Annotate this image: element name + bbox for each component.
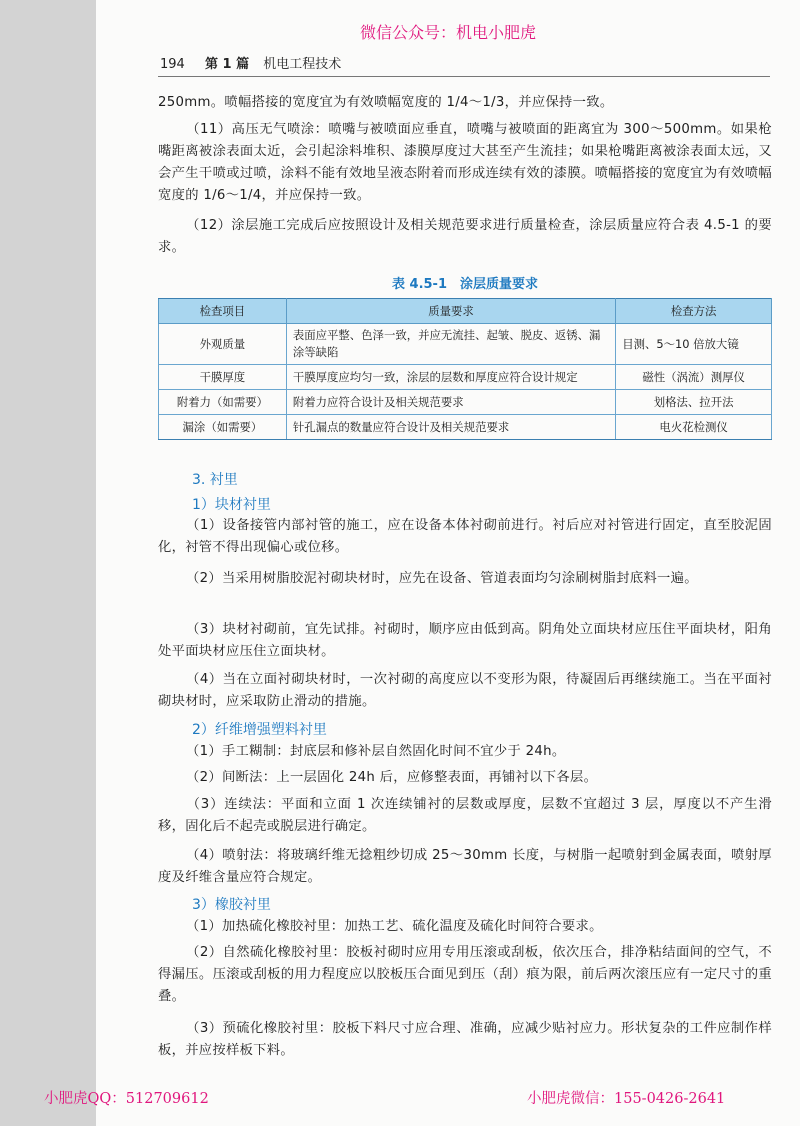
table-row — [159, 390, 772, 415]
table-cell: 磁性（涡流）测厚仪 — [616, 365, 772, 390]
list-item — [158, 942, 772, 1008]
table-cell: 干膜厚度应均匀一致，涂层的层数和厚度应符合设计规定 — [286, 365, 615, 390]
subsection-heading: 3）橡胶衬里 — [192, 897, 271, 913]
table-title: 表 4.5-1 涂层质量要求 — [392, 277, 538, 292]
table-cell: 漏涂（如需要） — [159, 415, 287, 440]
paragraph — [158, 215, 772, 259]
watermark-bottom-right: 小肥虎微信：155-0426-2641 — [527, 1091, 726, 1107]
running-header — [160, 53, 341, 72]
paragraph — [158, 119, 772, 207]
table-cell: 目测、5～10 倍放大镜 — [616, 324, 772, 365]
list-item — [158, 845, 772, 889]
table-cell: 划格法、拉开法 — [616, 390, 772, 415]
list-item-text: （1）加热硫化橡胶衬里：加热工艺、硫化温度及硫化时间符合要求。 — [186, 919, 603, 934]
page-number: 194 — [160, 57, 185, 72]
table-header-cell: 检查方法 — [616, 299, 772, 324]
subsection-heading: 1）块材衬里 — [192, 497, 271, 513]
list-item-text: （3）预硫化橡胶衬里：胶板下料尺寸应合理、准确，应减少贴衬应力。形状复杂的工件应制作样板，并应按样板下料。 — [158, 1021, 772, 1058]
list-item-text: （1）手工糊制：封底层和修补层自然固化时间不宜少于 24h。 — [186, 744, 566, 759]
paragraph-text: （12）涂层施工完成后应按照设计及相关规范要求进行质量检查，涂层质量应符合表 4.5-1 的要求。 — [158, 218, 772, 255]
list-item — [158, 619, 772, 663]
list-item — [158, 794, 772, 838]
list-item — [158, 515, 772, 559]
subsection-heading: 2）纤维增强塑料衬里 — [192, 722, 327, 738]
list-item-text: （2）当采用树脂胶泥衬砌块材时，应先在设备、管道表面均匀涂刷树脂封底料一遍。 — [186, 571, 698, 586]
list-item-text: （2）间断法：上一层固化 24h 后，应修整表面，再铺衬以下各层。 — [186, 770, 598, 785]
table-row — [159, 415, 772, 440]
table-cell: 表面应平整、色泽一致，并应无流挂、起皱、脱皮、返锈、漏涂等缺陷 — [286, 324, 615, 365]
part-label: 第 1 篇 — [204, 57, 250, 72]
table-row — [159, 365, 772, 390]
list-item — [158, 669, 772, 713]
watermark-bottom-left: 小肥虎QQ：512709612 — [44, 1091, 209, 1107]
header-divider — [158, 76, 770, 77]
table-row — [159, 324, 772, 365]
table-header-cell: 检查项目 — [159, 299, 287, 324]
list-item — [158, 1018, 772, 1062]
paragraph-text: （11）高压无气喷涂：喷嘴与被喷面应垂直，喷嘴与被喷面的距离宜为 300～500mm。如果枪嘴距离被涂表面太近，会引起涂料堆积、漆膜厚度过大甚至产生流挂；如果枪嘴距离被涂表面太远，又会产生干喷或过喷，涂料不能有效地呈液态附着而形成连续有效的漆膜。喷幅搭接的宽度宜为有效喷幅宽度的 1/6～1/4，并应保持一致。 — [158, 122, 772, 203]
watermark-top: 微信公众号：机电小肥虎 — [359, 23, 536, 42]
paragraph: 250mm。喷幅搭接的宽度宜为有效喷幅宽度的 1/4～1/3，并应保持一致。 — [158, 95, 614, 110]
list-item — [158, 916, 772, 938]
list-item-text: （3）连续法：平面和立面 1 次连续铺衬的层数或厚度，层数不宜超过 3 层，厚度以不产生滑移，固化后不起壳或脱层进行确定。 — [158, 797, 772, 834]
list-item-text: （3）块材衬砌前，宜先试排。衬砌时，顺序应由低到高。阴角处立面块材应压住平面块材，阳角处平面块材应压住立面块材。 — [158, 622, 772, 659]
part-title: 机电工程技术 — [263, 57, 342, 72]
list-item-text: （2）自然硫化橡胶衬里：胶板衬砌时应用专用压滚或刮板，依次压合，排净粘结面间的空气，不得漏压。压滚或刮板的用力程度应以胶板压合面见到压（刮）痕为限，前后两次滚压应有一定尺寸的重叠。 — [158, 945, 772, 1004]
table-cell: 干膜厚度 — [159, 365, 287, 390]
list-item-text: （1）设备接管内部衬管的施工，应在设备本体衬砌前进行。衬后应对衬管进行固定，直至胶泥固化，衬管不得出现偏心或位移。 — [158, 518, 772, 555]
list-item-text: （4）当在立面衬砌块材时，一次衬砌的高度应以不变形为限，待凝固后再继续施工。当在平面衬砌块材时，应采取防止滑动的措施。 — [158, 672, 772, 709]
quality-table — [158, 298, 772, 440]
table-cell: 外观质量 — [159, 324, 287, 365]
table-header-row — [159, 299, 772, 324]
table-cell: 电火花检测仪 — [616, 415, 772, 440]
table-cell: 附着力（如需要） — [159, 390, 287, 415]
list-item-text: （4）喷射法：将玻璃纤维无捻粗纱切成 25～30mm 长度，与树脂一起喷射到金属表面，喷射厚度及纤维含量应符合规定。 — [158, 848, 772, 885]
table-cell: 针孔漏点的数量应符合设计及相关规范要求 — [286, 415, 615, 440]
table-header-cell: 质量要求 — [286, 299, 615, 324]
list-item — [158, 767, 772, 789]
table-cell: 附着力应符合设计及相关规范要求 — [286, 390, 615, 415]
list-item — [158, 741, 772, 763]
list-item — [158, 568, 772, 590]
section-heading: 3. 衬里 — [192, 472, 238, 488]
